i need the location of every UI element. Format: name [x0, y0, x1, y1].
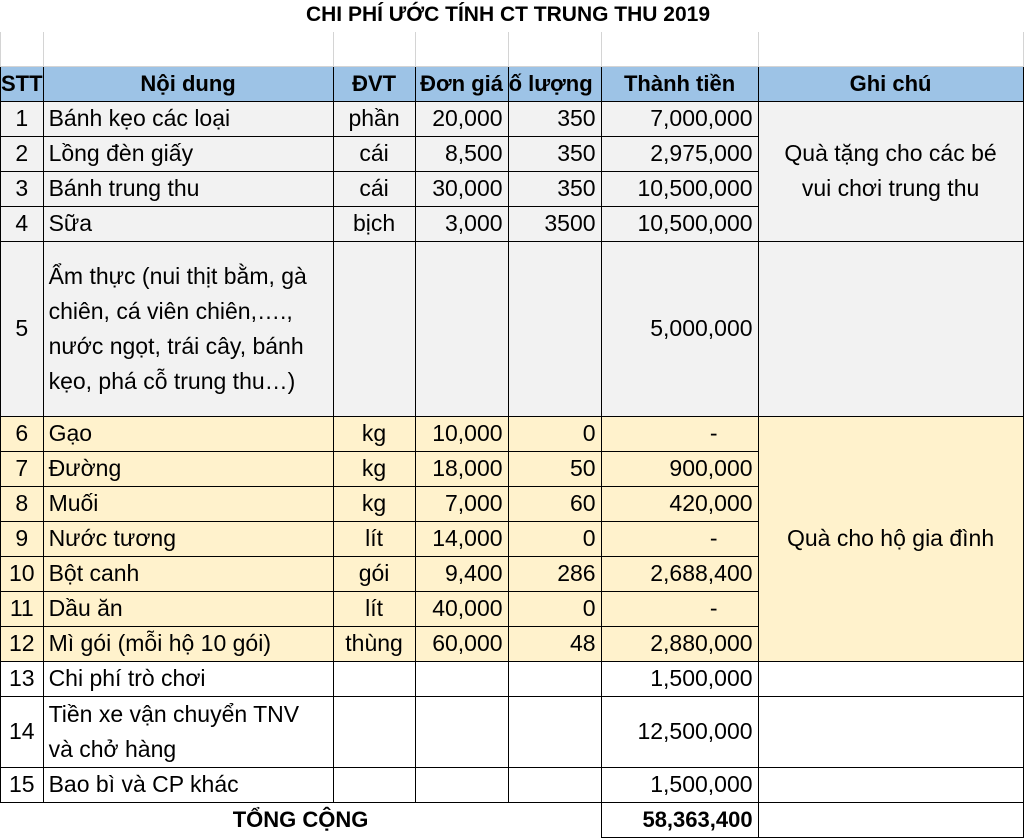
price-cell[interactable]: 3,000: [415, 206, 508, 241]
content-cell[interactable]: Đường: [43, 451, 333, 486]
unit-cell[interactable]: thùng: [333, 626, 415, 661]
amount-cell[interactable]: 10,500,000: [601, 171, 758, 206]
header-qty[interactable]: ố lượng: [508, 66, 601, 101]
header-note[interactable]: Ghi chú: [758, 66, 1023, 101]
price-cell[interactable]: [415, 241, 508, 416]
amount-cell[interactable]: -: [601, 416, 758, 451]
stt-cell[interactable]: 12: [1, 626, 44, 661]
content-cell[interactable]: Bánh kẹo các loại: [43, 101, 333, 136]
price-cell[interactable]: [415, 696, 508, 767]
stt-cell[interactable]: 8: [1, 486, 44, 521]
total-label[interactable]: TỔNG CỘNG: [1, 802, 602, 837]
qty-cell[interactable]: [508, 661, 601, 696]
price-cell[interactable]: 7,000: [415, 486, 508, 521]
price-cell[interactable]: 9,400: [415, 556, 508, 591]
stt-cell[interactable]: 5: [1, 241, 44, 416]
amount-cell[interactable]: 900,000: [601, 451, 758, 486]
stt-cell[interactable]: 15: [1, 767, 44, 802]
table-row: [1, 696, 1024, 767]
price-cell[interactable]: 14,000: [415, 521, 508, 556]
qty-cell[interactable]: [508, 767, 601, 802]
qty-cell[interactable]: 0: [508, 591, 601, 626]
content-cell[interactable]: Bánh trung thu: [43, 171, 333, 206]
header-amount[interactable]: Thành tiền: [601, 66, 758, 101]
content-cell[interactable]: Nước tương: [43, 521, 333, 556]
stt-cell[interactable]: 2: [1, 136, 44, 171]
table-row: [1, 767, 1024, 802]
cell[interactable]: [758, 32, 1023, 66]
amount-cell[interactable]: 2,688,400: [601, 556, 758, 591]
unit-cell[interactable]: gói: [333, 556, 415, 591]
qty-cell[interactable]: 60: [508, 486, 601, 521]
sheet-title: CHI PHÍ ƯỚC TÍNH CT TRUNG THU 2019: [305, 3, 711, 26]
note-cell-empty[interactable]: [758, 802, 1023, 837]
stt-cell[interactable]: 4: [1, 206, 44, 241]
qty-cell[interactable]: [508, 696, 601, 767]
price-cell[interactable]: 20,000: [415, 101, 508, 136]
content-cell[interactable]: Bột canh: [43, 556, 333, 591]
header-stt[interactable]: STT: [1, 66, 44, 101]
stt-cell[interactable]: 14: [1, 696, 44, 767]
header-unit[interactable]: ĐVT: [333, 66, 415, 101]
unit-cell[interactable]: cái: [333, 136, 415, 171]
note-cell-empty[interactable]: [758, 767, 1023, 802]
qty-cell[interactable]: 350: [508, 171, 601, 206]
unit-cell[interactable]: lít: [333, 521, 415, 556]
stt-cell[interactable]: 3: [1, 171, 44, 206]
content-cell[interactable]: Chi phí trò chơi: [43, 661, 333, 696]
amount-cell[interactable]: 1,500,000: [601, 661, 758, 696]
cell[interactable]: [508, 32, 601, 66]
total-row: [1, 802, 1024, 837]
note-cell-children[interactable]: Quà tặng cho các bé vui chơi trung thu: [758, 101, 1023, 241]
qty-cell[interactable]: 350: [508, 136, 601, 171]
price-cell[interactable]: 60,000: [415, 626, 508, 661]
unit-cell[interactable]: lít: [333, 591, 415, 626]
price-cell[interactable]: [415, 661, 508, 696]
content-cell[interactable]: Ẩm thực (nui thịt bằm, gà chiên, cá viên chiên,…., nước ngọt, trái cây, bánh kẹo, phá cỗ trung thu…): [43, 241, 333, 416]
unit-cell[interactable]: cái: [333, 171, 415, 206]
stt-cell[interactable]: 7: [1, 451, 44, 486]
table-row: [1, 416, 1024, 451]
content-cell[interactable]: Muối: [43, 486, 333, 521]
unit-cell[interactable]: kg: [333, 486, 415, 521]
cell[interactable]: [43, 32, 333, 66]
qty-cell[interactable]: 350: [508, 101, 601, 136]
qty-cell[interactable]: [508, 241, 601, 416]
cost-table: [0, 32, 1024, 838]
content-cell[interactable]: Gạo: [43, 416, 333, 451]
content-cell[interactable]: Dầu ăn: [43, 591, 333, 626]
amount-cell[interactable]: 7,000,000: [601, 101, 758, 136]
cell[interactable]: [601, 32, 758, 66]
header-row: [1, 66, 1024, 101]
cell[interactable]: [333, 32, 415, 66]
blank-row: [1, 32, 1024, 66]
content-cell[interactable]: Mì gói (mỗi hộ 10 gói): [43, 626, 333, 661]
qty-cell[interactable]: 50: [508, 451, 601, 486]
stt-cell[interactable]: 10: [1, 556, 44, 591]
content-cell[interactable]: Sữa: [43, 206, 333, 241]
stt-cell[interactable]: 9: [1, 521, 44, 556]
header-content[interactable]: Nội dung: [43, 66, 333, 101]
unit-cell[interactable]: [333, 767, 415, 802]
stt-cell[interactable]: 6: [1, 416, 44, 451]
amount-cell[interactable]: -: [601, 591, 758, 626]
amount-cell[interactable]: -: [601, 521, 758, 556]
stt-cell[interactable]: 1: [1, 101, 44, 136]
stt-cell[interactable]: 11: [1, 591, 44, 626]
table-row: [1, 101, 1024, 136]
note-cell-empty[interactable]: [758, 241, 1023, 416]
amount-cell[interactable]: 10,500,000: [601, 206, 758, 241]
cell[interactable]: [1, 32, 44, 66]
cell[interactable]: [415, 32, 508, 66]
note-cell-empty[interactable]: [758, 696, 1023, 767]
amount-cell[interactable]: 12,500,000: [601, 696, 758, 767]
qty-cell[interactable]: 0: [508, 521, 601, 556]
price-cell[interactable]: 30,000: [415, 171, 508, 206]
content-cell[interactable]: Lồng đèn giấy: [43, 136, 333, 171]
note-cell-empty[interactable]: [758, 661, 1023, 696]
qty-cell[interactable]: 0: [508, 416, 601, 451]
content-cell[interactable]: Tiền xe vận chuyển TNV và chở hàng: [43, 696, 333, 767]
price-cell[interactable]: 40,000: [415, 591, 508, 626]
table-row: [1, 241, 1024, 416]
unit-cell[interactable]: [333, 661, 415, 696]
qty-cell[interactable]: 48: [508, 626, 601, 661]
amount-cell[interactable]: 2,880,000: [601, 626, 758, 661]
unit-cell[interactable]: bịch: [333, 206, 415, 241]
unit-cell[interactable]: kg: [333, 416, 415, 451]
unit-cell[interactable]: [333, 696, 415, 767]
amount-cell[interactable]: 1,500,000: [601, 767, 758, 802]
price-cell[interactable]: 10,000: [415, 416, 508, 451]
stt-cell[interactable]: 13: [1, 661, 44, 696]
unit-cell[interactable]: [333, 241, 415, 416]
amount-cell[interactable]: 420,000: [601, 486, 758, 521]
qty-cell[interactable]: 3500: [508, 206, 601, 241]
total-amount[interactable]: 58,363,400: [601, 802, 758, 837]
unit-cell[interactable]: kg: [333, 451, 415, 486]
qty-cell[interactable]: 286: [508, 556, 601, 591]
header-price[interactable]: Đơn giá: [415, 66, 508, 101]
unit-cell[interactable]: phần: [333, 101, 415, 136]
table-row: [1, 661, 1024, 696]
amount-cell[interactable]: 5,000,000: [601, 241, 758, 416]
price-cell[interactable]: 18,000: [415, 451, 508, 486]
price-cell[interactable]: 8,500: [415, 136, 508, 171]
price-cell[interactable]: [415, 767, 508, 802]
note-cell-households[interactable]: Quà cho hộ gia đình: [758, 416, 1023, 661]
content-cell[interactable]: Bao bì và CP khác: [43, 767, 333, 802]
amount-cell[interactable]: 2,975,000: [601, 136, 758, 171]
